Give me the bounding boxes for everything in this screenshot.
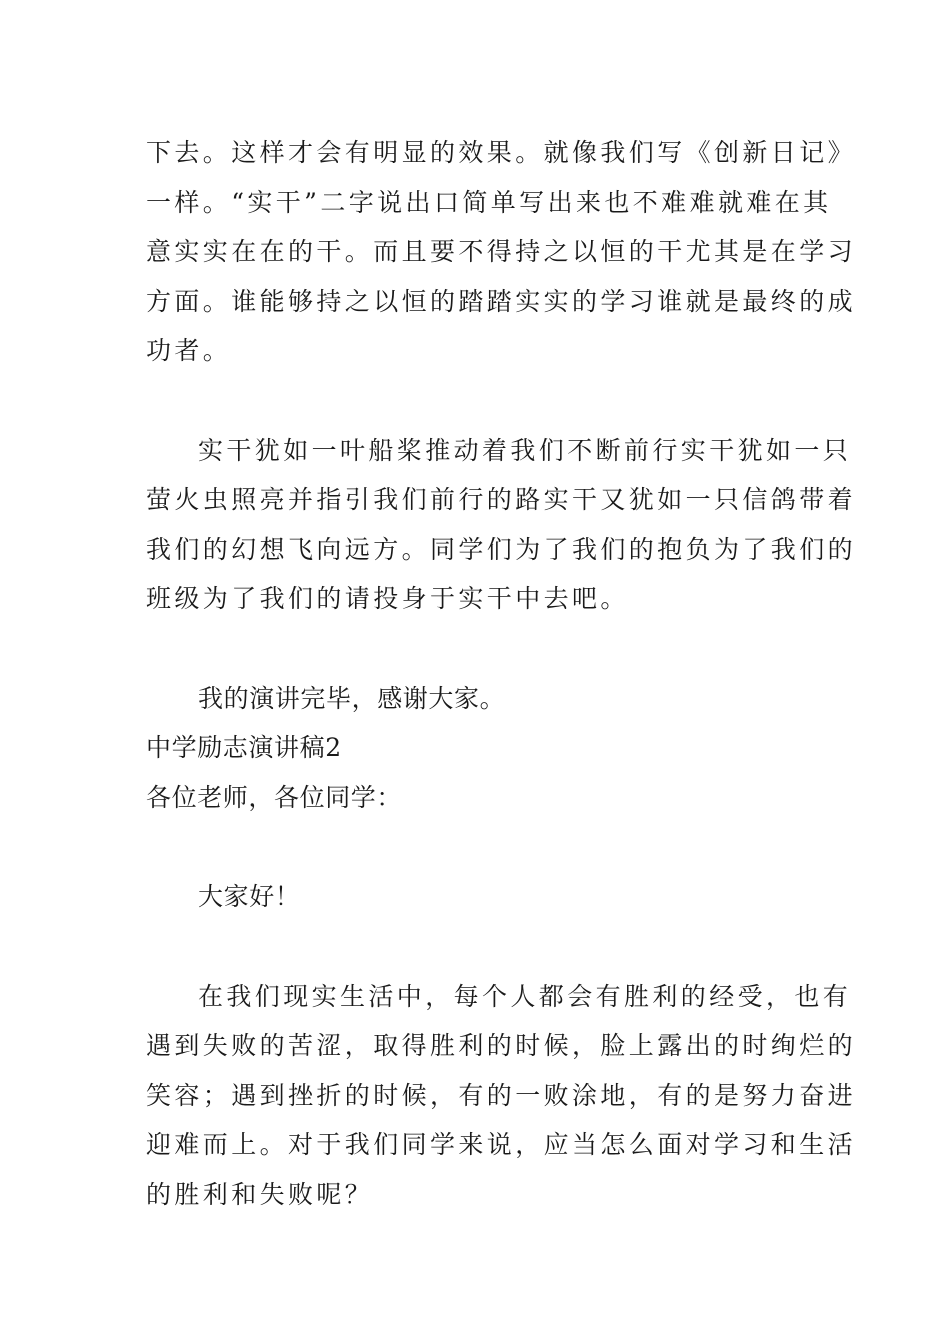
text-line: 在我们现实生活中，每个人都会有胜利的经受，也有 <box>198 981 852 1011</box>
text-line: 我们的幻想飞向远方。同学们为了我们的抱负为了我们的 <box>146 534 857 564</box>
paragraph-spacer <box>146 922 806 972</box>
text-line: 实干犹如一叶船桨推动着我们不断前行实干犹如一只 <box>198 435 852 465</box>
text-line: 遇到失败的苦涩，取得胜利的时候，脸上露出的时绚烂的 <box>146 1031 857 1060</box>
paragraph-1 <box>146 128 857 376</box>
section-title: 中学励志演讲稿2 <box>146 733 342 762</box>
paragraph-spacer <box>146 822 806 872</box>
paragraph-3 <box>146 972 857 1220</box>
document-page <box>146 128 857 1219</box>
text-line: 下去。这样才会有明显的效果。就像我们写《创新日记》 <box>146 138 857 167</box>
paragraph-spacer <box>146 624 806 674</box>
text-line: 方面。谁能够持之以恒的踏踏实实的学习谁就是最终的成 <box>146 286 857 316</box>
text-line: 萤火虫照亮并指引我们前行的路实干又犹如一只信鸽带着 <box>146 485 857 514</box>
closing-line: 我的演讲完毕，感谢大家。 <box>198 683 506 713</box>
greeting: 大家好！ <box>198 882 301 911</box>
salutation: 各位老师，各位同学： <box>146 782 403 812</box>
text-line: 意实实在在的干。而且要不得持之以恒的干尤其是在学习 <box>146 237 857 266</box>
text-line: 迎难而上。对于我们同学来说，应当怎么面对学习和生活 <box>146 1130 857 1159</box>
text-line: 班级为了我们的请投身于实干中去吧。 <box>146 584 629 613</box>
paragraph-spacer <box>146 376 806 426</box>
text-line: 的胜利和失败呢？ <box>146 1179 374 1209</box>
text-line: 功者。 <box>146 336 232 365</box>
text-line: 一样。“实干”二字说出口简单写出来也不难难就难在其 <box>146 187 832 217</box>
text-line: 笑容；遇到挫折的时候，有的一败涂地，有的是努力奋进 <box>146 1080 857 1110</box>
paragraph-2 <box>146 426 857 624</box>
